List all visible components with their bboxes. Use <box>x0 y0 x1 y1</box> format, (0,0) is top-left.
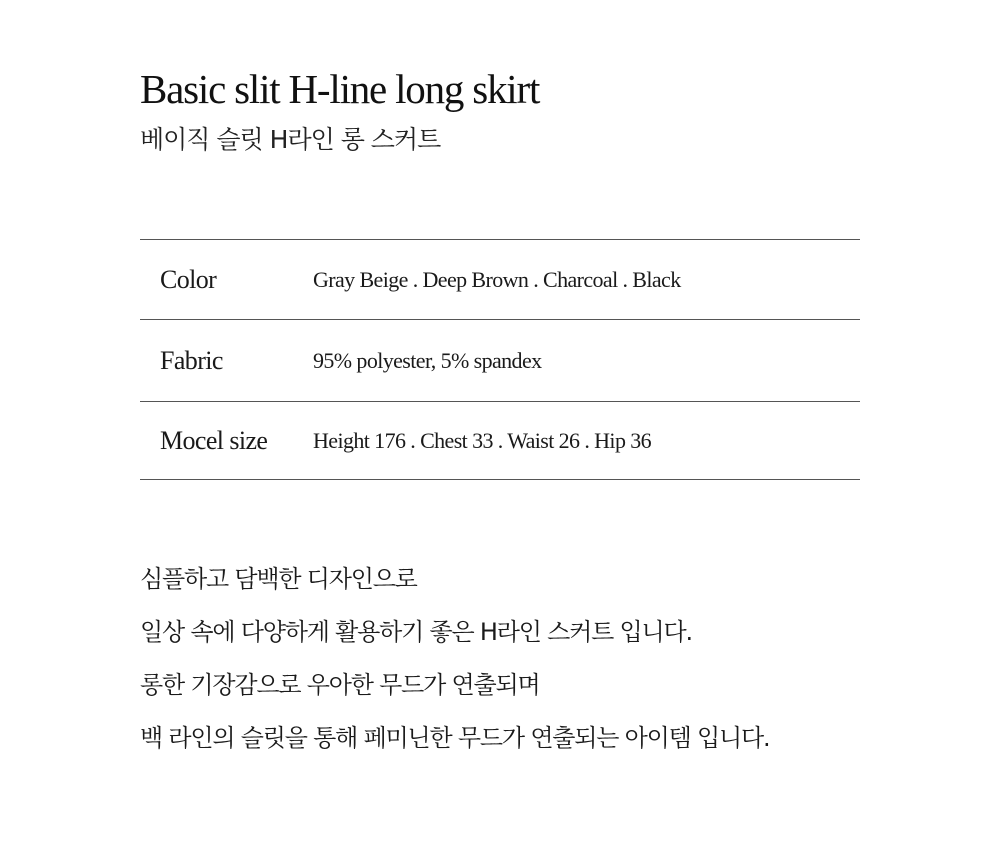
spec-label-color: Color <box>160 264 217 294</box>
spec-row-fabric <box>140 320 860 402</box>
product-description <box>140 557 769 769</box>
spec-label-fabric: Fabric <box>160 345 223 375</box>
description-line: 롱한 기장감으로 우아한 무드가 연출되며 <box>140 671 540 699</box>
description-line: 백 라인의 슬릿을 통해 페미닌한 무드가 연출되는 아이템 입니다. <box>140 724 770 752</box>
description-line: 일상 속에 다양하게 활용하기 좋은 H라인 스커트 입니다. <box>140 618 692 646</box>
spec-value-model-size: Height 176 . Chest 33 . Waist 26 . Hip 36 <box>313 427 652 453</box>
spec-label-model-size: Mocel size <box>160 425 268 455</box>
description-line: 심플하고 담백한 디자인으로 <box>140 565 417 593</box>
product-title: Basic slit H-line long skirt <box>140 66 540 112</box>
spec-row-model-size <box>140 402 860 480</box>
spec-value-fabric: 95% polyester, 5% spandex <box>313 347 542 373</box>
product-subtitle: 베이직 슬릿 H라인 롱 스커트 <box>140 125 441 154</box>
spec-row-color <box>140 240 860 320</box>
spec-table <box>140 239 860 480</box>
spec-value-color: Gray Beige . Deep Brown . Charcoal . Black <box>313 266 681 292</box>
